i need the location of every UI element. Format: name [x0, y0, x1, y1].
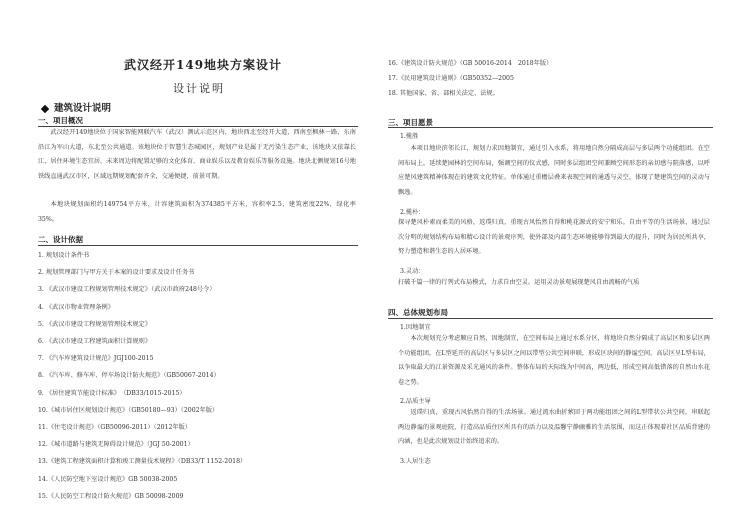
list-item: 2. 规划管理部门与甲方关于本案的设计要求及设计任务书 [38, 269, 195, 277]
list-item: 18. 其他国家、省、部相关法定、法规。 [388, 90, 499, 97]
basis-heading: 二、设计依据 [38, 235, 83, 244]
list-item: 8. 《汽车库、修车库、停车场设计防火规范》（GB50067-2014） [38, 372, 220, 380]
layout-heading: 四、总体规划布局 [388, 308, 448, 317]
list-item: 5. 《武汉市建设工程规划管理技术规定》 [38, 320, 152, 328]
list-item: 11.《住宅设计规范》（GB50096-2011）（2012年版） [38, 424, 192, 431]
list-item: 15.《人民防空工程设计防火规范》GB 50098-2009 [38, 492, 184, 500]
list-item: 17.《民用建筑设计通则》（GB50352—2005 [388, 75, 514, 82]
vision-item-3-text: 打破千篇一律的行列式布局模式，力求自由空灵。运用灵动景观展现楚风自由流畅的气质 [398, 279, 640, 286]
vision-heading-rule [388, 127, 713, 128]
vision-item-1-title: 1.揽胜 [400, 133, 419, 140]
list-item: 9. 《居住建筑节能设计标准》 （DB33/1015-2015） [38, 389, 186, 397]
document-title: 武汉经开149地块方案设计 [124, 58, 283, 72]
list-item: 12.《城市道路与建筑无障碍设计规范》（JGJ 50-2001） [38, 441, 194, 449]
section-heading: 建筑设计说明 [42, 100, 111, 114]
layout-heading-rule [388, 318, 713, 319]
vision-item-2-text: 探寻楚风朴素而柔美的风格，返璞归真，重现古风怡然自得和桃花源式的安宁和乐。自由平等的生活场景，通过层次分明的规划结构布局和精心设计的景观序列，使外部及内部生态环境能够得到最大的提升，同时为居民所共享，努力塑造和谐生态的人居环境。 [398, 219, 710, 255]
vision-heading: 三、项目愿景 [388, 118, 433, 127]
list-item: 7. 《汽车库建筑设计规范》JGJ100-2015 [38, 355, 154, 363]
overview-heading: 一、项目概况 [38, 116, 83, 125]
layout-item-2-title: 2.品质主导 [400, 398, 431, 405]
list-item: 3. 《武汉市建设工程规划管理技术规定》（武汉市政府248号令） [38, 286, 216, 294]
document-subtitle: 设计说明 [173, 82, 225, 95]
layout-item-2-text: 返璞归真，重现古风怡然自得的生活场景。通过流水曲折萦回于两功能组团之间的L型带状公共空间，串联起两边静谧的景观庭院，打造高品质住区所具有的活力以及温馨宁静幽雅的生活氛围，而这正体现着社区品质背建的内涵，也是此次规划设计始终追求的。 [398, 409, 710, 445]
layout-item-1-text: 本次规划充分考虑顺应自然，因地制宜，在空间布局上通过水系分区，将地块自然分隔成了高层区和多层区两个功能组团。在L型延开的高层区与多层区之间以带型公共空间串联，形成区块间的静谧空间。高层区呈L型布局，以争取最大的江景资源及采光通风的条件。整体布局的天际线为中间高，两边低，形成空间高低错落的自然山水花卷之势。 [398, 335, 710, 386]
vision-item-1-text: 本项目地块滨邻长江，规划力求因地制宜，通过引入水系，将用地自然分隔成高层与多层两个功能组团。在空间布局上，延续楚园林的空间布局，强调空间的仪式感，同时多层组团空间兼顾空间形态的亲切感与院落感，以呼应楚风建筑精神体现在的建筑文化特征。单体通过重檐层叠来表现空间的通透与灵空，体现了楚建筑空间的灵动与飘逸。 [398, 145, 710, 196]
list-item: 4. 《武汉市物业管理条例》 [38, 303, 114, 311]
list-item: 16.《建筑设计防火规范》（GB 50016-2014 2018年版） [388, 60, 553, 67]
basis-heading-rule [38, 245, 358, 246]
list-item: 14.《人民防空地下室设计规范》GB 50038-2005 [38, 475, 178, 483]
diamond-bullet-icon [41, 104, 49, 112]
overview-paragraph-1: 武汉经开149地块位于国家智能网联汽车（武汉）测试示范区内，地块西北至经开大道，西南至枫林一路，东南沿江为军山大道，东北至公共通道。该地块位于智慧生态城园区，规划产业是属于无污染生态产业，该地块又依靠长江，居住环境生态宜居，未来周边将配置足够的文化体育、商业娱乐以及教育娱乐等服务设施。地块北侧规划16号地铁线直通武汉市区，区域远期规划配套齐全，交通便捷，前景可期。 [38, 129, 356, 180]
list-item: 1. 规划设计条件书 [38, 252, 90, 259]
layout-item-1-title: 1.因地制宜 [400, 324, 431, 331]
list-item: 6. 《武汉市建设工程建筑面积计算规则》 [38, 338, 152, 345]
layout-item-3-title: 3.人居生态 [400, 458, 431, 465]
vision-item-3-title: 3.灵动： [400, 268, 425, 275]
overview-paragraph-2: 本地块规划面积约149754平方米，计容建筑面积为374385平方米，容积率2.5，建筑密度22%，绿化率35%。 [38, 201, 356, 223]
list-item: 13.《建筑工程建筑面积计算和竣工测量技术规程》（DB33/T 1152-2018） [38, 458, 247, 466]
vision-item-2-title: 2.揽朴： [400, 209, 425, 216]
list-item: 10.《城市居住区规划设计规范》（GB50180—93）（2002年版） [38, 406, 219, 414]
